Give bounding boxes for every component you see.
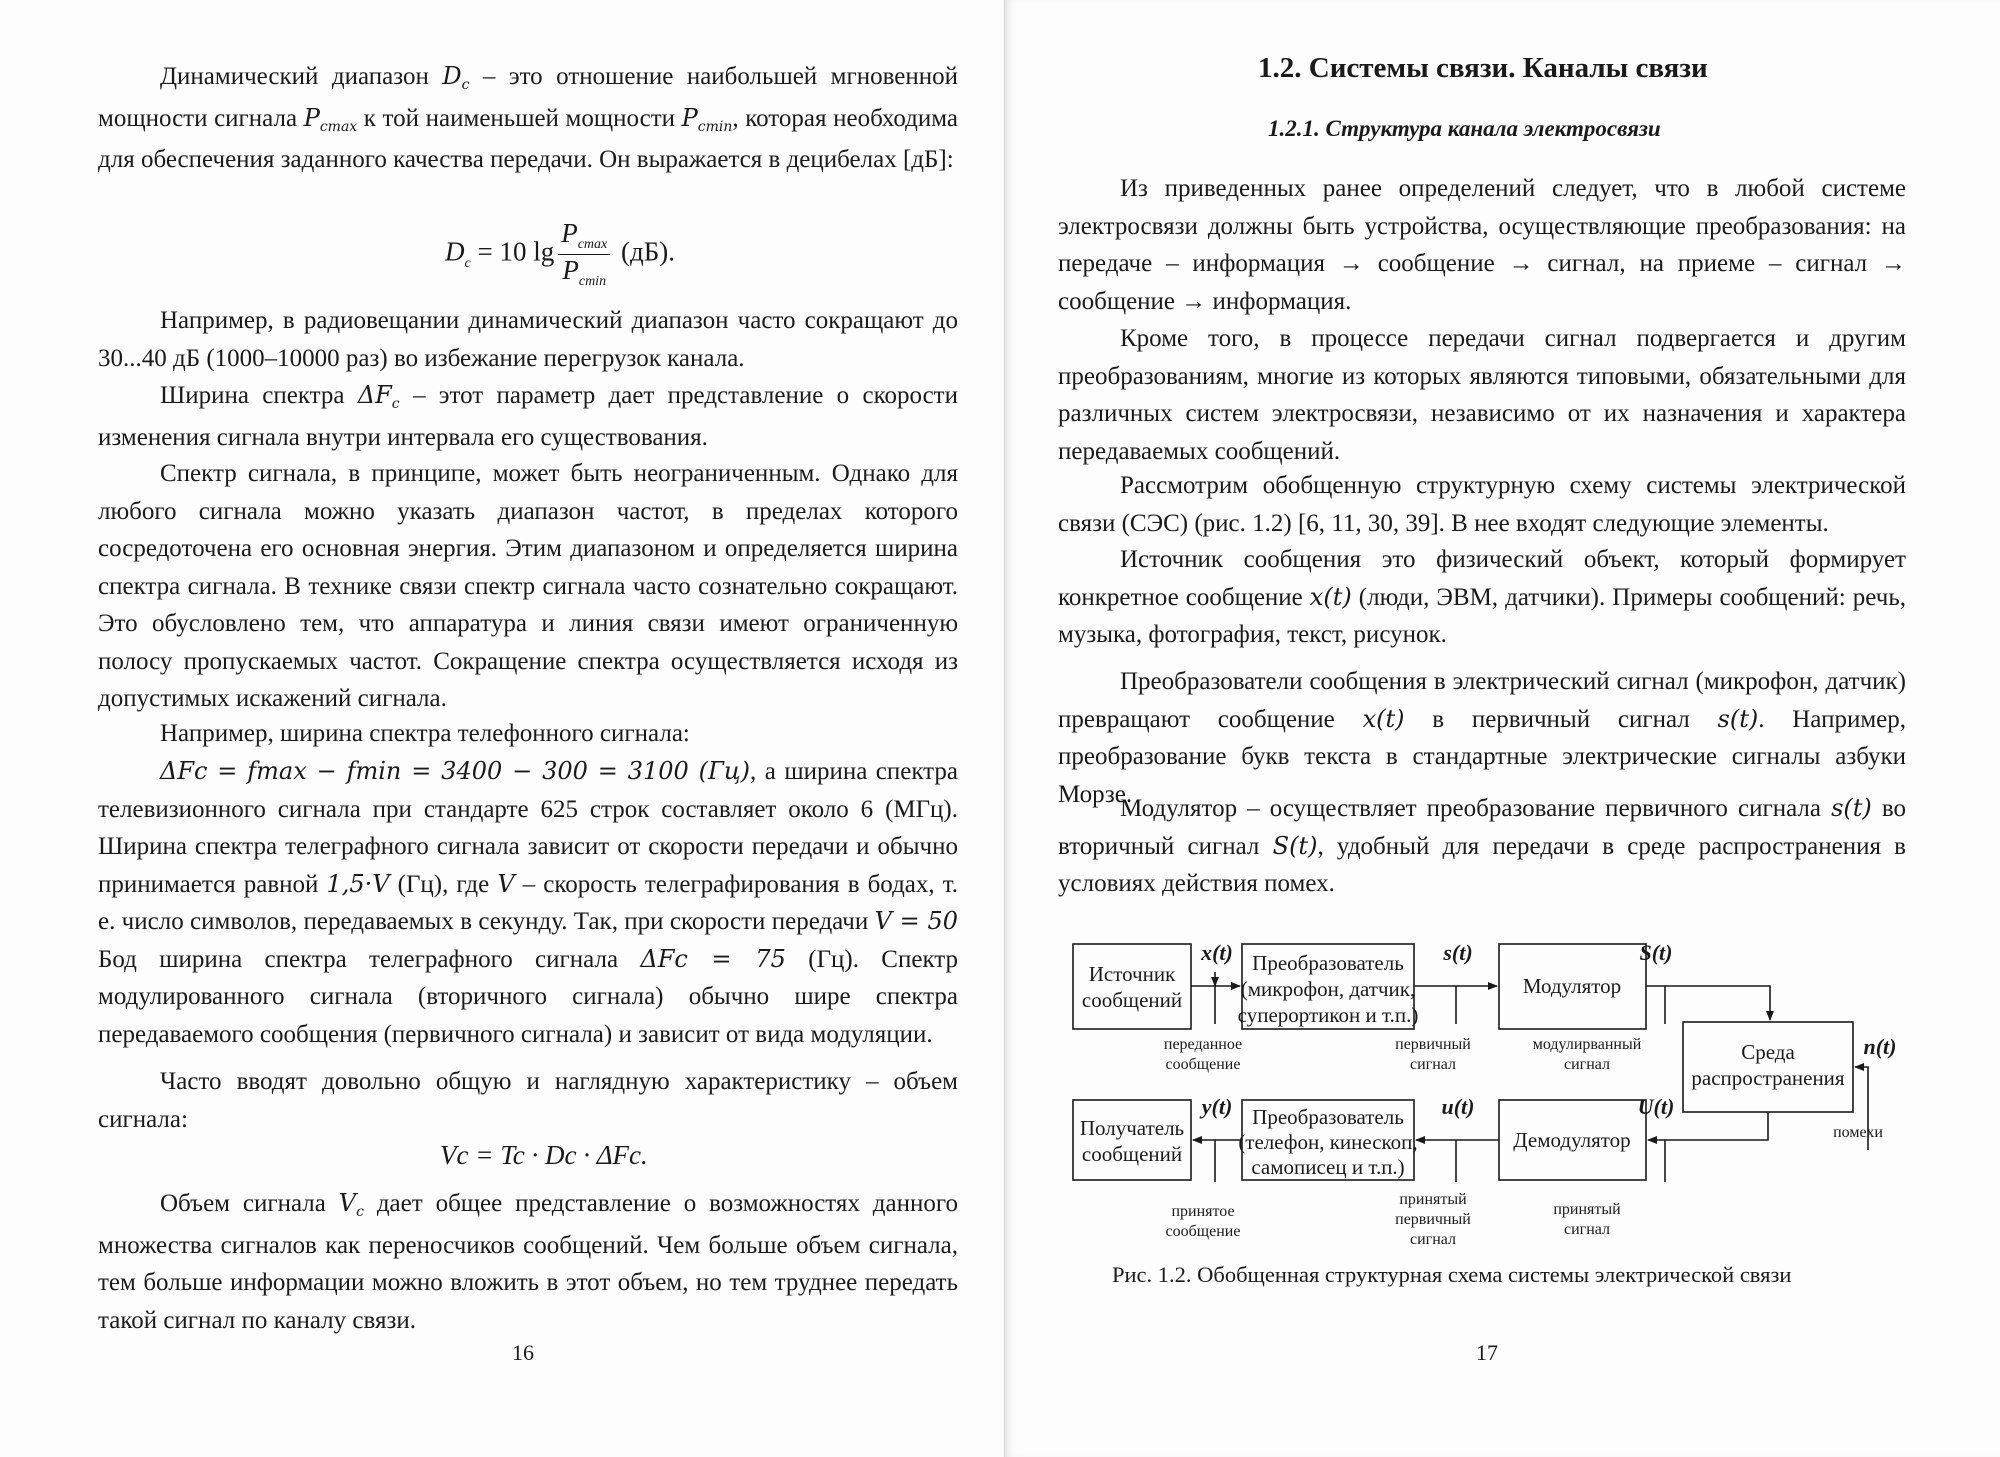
- left-para-8: Объем сигнала $V_c$ дает общее представление о возможностях данного множества сигналов как переносчиков сообщений. Чем больше объем сигнала, тем больше информации можно вложить в этот объем, но тем труднее передать такой сигнал по каналу связи.: [98, 1189, 958, 1334]
- sent-message-label-1: переданное: [1163, 1036, 1243, 1053]
- noise-label: помехи: [1833, 1124, 1883, 1141]
- converter-tx-label-3: суперортикон и т.п.): [1237, 1003, 1419, 1027]
- right-para-2: Кроме того, в процессе передачи сигнал подвергается и другим преобразованиям, многие из которых являются типовыми, обязательными для различных систем электросвязи, независимо от их назначения и характера передаваемых сообщений.: [1058, 325, 1906, 465]
- modulated-signal-label-2: сигнал: [1563, 1056, 1611, 1073]
- signal-n-label: n(t): [1863, 1034, 1897, 1059]
- left-para-4: Спектр сигнала, в принципе, может быть неограниченным. Однако для любого сигнала можно указать диапазон частот, в пределах которого сосредоточена его основная энергия. Этим диапазоном и определяется ширина спектра сигнала. В технике связи спектр сигнала часто сознательно сокращают. Это обусловлено тем, что аппаратура и линия связи имеют ограниченную полосу пропускаемых частот. Сокращение спектра осуществляется исходя из допустимых искажений сигнала.: [98, 460, 958, 712]
- signal-s-label: s(t): [1443, 940, 1473, 965]
- signal-u-label: u(t): [1441, 1094, 1475, 1119]
- primary-signal-label-1: первичный: [1395, 1036, 1471, 1053]
- left-para-7: Часто вводят довольно общую и наглядную характеристику – объем сигнала:: [98, 1068, 958, 1133]
- right-para-1: Из приведенных ранее определений следует, что в любой системе электросвязи должны быть устройства, осуществляющие преобразования: на передаче – информация → сообщение → сигнал, на приеме – сигнал → сообщение → информация.: [1058, 175, 1906, 315]
- source-label-1: Источник: [1088, 962, 1176, 986]
- section-heading: 1.2. Системы связи. Каналы связи: [1258, 52, 1708, 84]
- right-para-6: Модулятор – осуществляет преобразование первичного сигнала s(t) во вторичный сигнал S(t), удобный для передачи в среде распространения в условиях действия помех.: [1058, 794, 1906, 897]
- figure-caption: Рис. 1.2. Обобщенная структурная схема системы электрической связи: [1112, 1262, 1792, 1287]
- modulator-label: Модулятор: [1522, 974, 1622, 998]
- source-label-2: сообщений: [1081, 988, 1183, 1012]
- received-signal-label-1: принятый: [1553, 1201, 1621, 1218]
- received-primary-label-3: сигнал: [1409, 1231, 1457, 1248]
- converter-tx-label-2: (микрофон, датчик,: [1240, 977, 1416, 1001]
- page-number-left: 16: [512, 1340, 534, 1365]
- left-para-5: Например, ширина спектра телефонного сигнала:: [160, 720, 690, 747]
- signal-x-label: x(t): [1201, 940, 1233, 965]
- right-para-5: Преобразователи сообщения в электрический сигнал (микрофон, датчик) превращают сообщение x(t) в первичный сигнал s(t). Например, преобразование букв текста в стандартные электрические сигналы азбуки Морзе.: [1058, 668, 1906, 808]
- signal-U-label: U(t): [1637, 1094, 1675, 1119]
- source-box: [1073, 944, 1191, 1029]
- converter-rx-label-3: самописец и т.п.): [1251, 1155, 1405, 1179]
- right-para-3: Рассмотрим обобщенную структурную схему системы электрической связи (СЭС) (рис. 1.2) [6, 11, 30, 39]. В нее входят следующие элементы.: [1058, 472, 1906, 537]
- received-primary-label-2: первичный: [1395, 1211, 1471, 1228]
- page-number-right: 17: [1476, 1340, 1498, 1365]
- received-signal-label-2: сигнал: [1563, 1221, 1611, 1238]
- converter-rx-label-1: Преобразователь: [1252, 1105, 1404, 1129]
- demodulator-label: Демодулятор: [1513, 1128, 1631, 1152]
- converter-rx-label-2: (телефон, кинескоп,: [1238, 1130, 1418, 1154]
- received-message-label-2: сообщение: [1165, 1223, 1241, 1240]
- left-para-3: Ширина спектра $\Delta F_c$ – этот параметр дает представление о скорости изменения сигнала внутри интервала его существования.: [98, 381, 958, 451]
- received-primary-label-1: принятый: [1399, 1191, 1467, 1208]
- communication-system-diagram: [1060, 932, 1920, 1252]
- equation-dynamic-range: $D_c = 10$ lg $\frac{P_{cmax}}{P_{cmin}}$ (дБ).: [445, 218, 675, 289]
- receiver-label-2: сообщений: [1081, 1142, 1183, 1166]
- receiver-label-1: Получатель: [1079, 1116, 1185, 1140]
- medium-label-2: распространения: [1691, 1066, 1845, 1090]
- left-para-1: Динамический диапазон $D_c$ – это отношение наибольшей мгновенной мощности сигнала $P_{cmax}$ к той наименьшей мощности $P_{cmin}$, которая необходима для обеспечения заданного качества передачи. Он выражается в децибелах [дБ]:: [98, 62, 959, 173]
- left-para-2: Например, в радиовещании динамический диапазон часто сокращают до 30...40 дБ (1000–10000 раз) во избежание перегрузок канала.: [98, 307, 958, 372]
- signal-y-label: y(t): [1201, 1094, 1233, 1119]
- left-para-6: ΔFc = fmax − fmin = 3400 − 300 = 3100 (Гц), а ширина спектра телевизионного сигнала при стандарте 625 строк составляет около 6 (МГц). Ширина спектра телеграфного сигнала зависит от скорости передачи и обычно принимается равной 1,5·V (Гц), где V – скорость телеграфирования в бодах, т. е. число символов, передаваемых в секунду. Так, при скорости передачи V = 50 Бод ширина спектра телеграфного сигнала ΔFc = 75 (Гц). Спектр модулированного сигнала (вторичного сигнала) обычно шире спектра передаваемого сообщения (первичного сигнала) и зависит от вида модуляции.: [98, 757, 959, 1048]
- subsection-heading: 1.2.1. Структура канала электросвязи: [1268, 116, 1661, 141]
- converter-tx-label-1: Преобразователь: [1252, 951, 1404, 975]
- equation-signal-volume: Vc = Tc · Dc · ΔFc.: [440, 1140, 648, 1170]
- modulated-signal-label-1: модулирванный: [1532, 1036, 1642, 1053]
- primary-signal-label-2: сигнал: [1409, 1056, 1457, 1073]
- receiver-box: [1073, 1100, 1191, 1180]
- right-para-4: Источник сообщения это физический объект, который формирует конкретное сообщение x(t) (люди, ЭВМ, датчики). Примеры сообщений: речь, музыка, фотография, текст, рисунок.: [1058, 546, 1906, 648]
- signal-S-label: S(t): [1639, 940, 1673, 965]
- medium-label-1: Среда: [1741, 1040, 1795, 1064]
- sent-message-label-2: сообщение: [1165, 1056, 1241, 1073]
- received-message-label-1: принятое: [1171, 1203, 1235, 1220]
